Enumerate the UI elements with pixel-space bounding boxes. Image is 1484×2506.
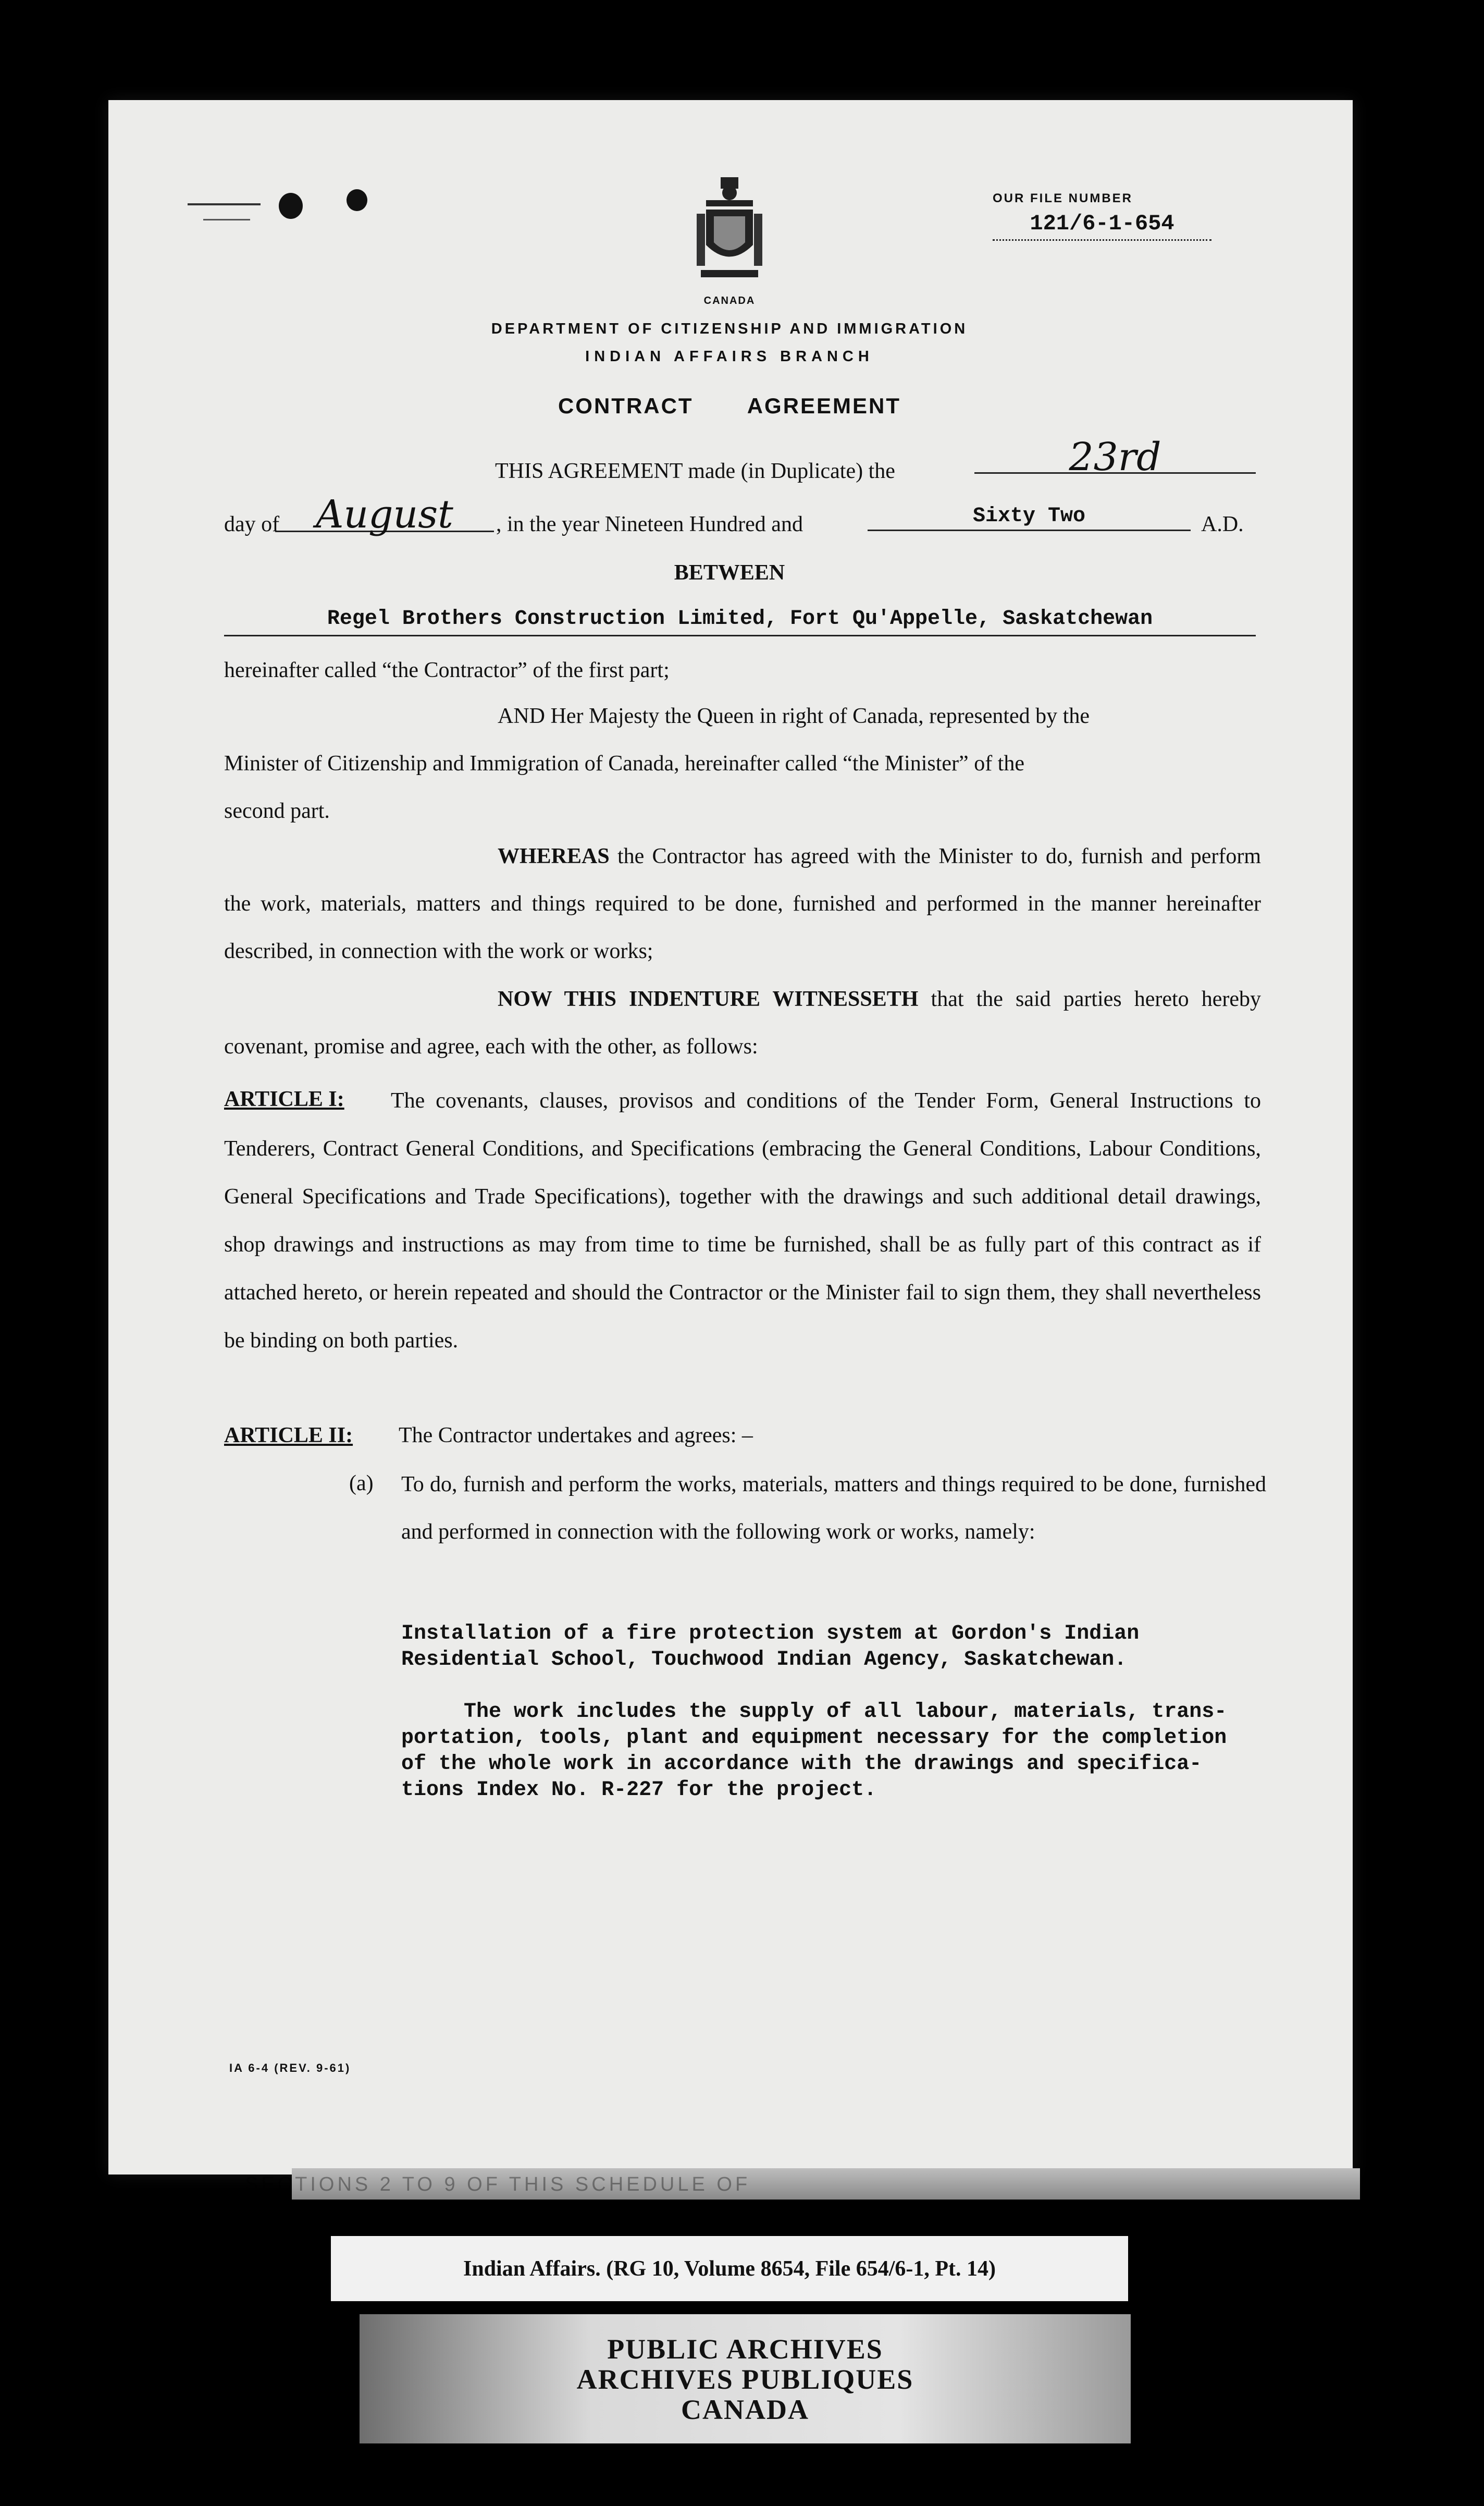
clause-a-text: To do, furnish and perform the works, materials, matters and things required to be done, furnished and performed in connection with the following work or works, namely: [401,1472,1266,1544]
article-1-text [224,1077,1261,1365]
agreement-year: Sixty Two [868,505,1191,531]
agreement-intro: THIS AGREEMENT made (in Duplicate) the [495,459,895,483]
day-of-label: day of [224,512,280,536]
document-title: CONTRACT AGREEMENT [558,394,901,418]
agreement-day: 23rd [974,438,1256,474]
whereas-paragraph [224,833,1261,975]
year-text: , in the year Nineteen Hundred and [496,512,803,536]
stamp-line-1: PUBLIC ARCHIVES [607,2333,883,2365]
clause-a-mark: (a) [349,1471,374,1495]
indenture-text: that the said parties hereto hereby covenant, promise and agree, each with the other, as follows: [224,987,1261,1059]
form-code: IA 6-4 (REV. 9-61) [229,2061,351,2074]
between-heading: BETWEEN [674,561,785,585]
file-number-label: OUR FILE NUMBER [993,191,1133,205]
article-2-label: ARTICLE II: [224,1423,353,1447]
first-part-clause: hereinafter called “the Contractor” of the first part; [224,658,670,682]
bleed-through-text: SECTIONS 2 TO 9 OF THIS SCHEDULE OF [245,2173,751,2192]
archive-reference-label: Indian Affairs. (RG 10, Volume 8654, File 654/6-1, Pt. 14) [331,2236,1128,2301]
canada-coat-of-arms-icon [696,177,763,284]
work-scope: The work includes the supply of all labour, materials, trans- portation, tools, plant and equipment necessary for the completion of the whole work in accordance with the drawings and specifica- tions Index No. R-227 for the project. [401,1700,1227,1802]
article-1-label: ARTICLE I: [224,1087,344,1111]
contractor-name: Regel Brothers Construction Limited, Fort Qu'Appelle, Saskatchewan [224,607,1256,636]
archives-stamp [360,2314,1131,2443]
indenture-lead: NOW THIS INDENTURE WITNESSETH [498,987,919,1011]
agreement-month: August [275,495,494,532]
stamp-line-2: ARCHIVES PUBLIQUES [576,2364,914,2395]
second-party-line-3: second part. [224,799,330,823]
whereas-lead: WHEREAS [498,844,610,868]
whereas-text: the Contractor has agreed with the Minister to do, furnish and perform the work, materials, matters and things required to be done, furnished and performed in the manner hereinafter described, in connection with the work or works; [224,844,1261,963]
second-party-line-2: Minister of Citizenship and Immigration of Canada, hereinafter called “the Minister” of the [224,752,1024,776]
indenture-paragraph [224,976,1261,1071]
crest-caption: CANADA [703,295,756,306]
article-2-intro: The Contractor undertakes and agrees: – [399,1423,753,1447]
branch-heading: INDIAN AFFAIRS BRANCH [585,348,874,365]
stamp-line-3: CANADA [681,2394,809,2425]
second-party-line-1: AND Her Majesty the Queen in right of Canada, represented by the [498,704,1090,728]
file-number: 121/6-1-654 [993,211,1211,241]
ad-label: A.D. [1201,512,1244,536]
article-1-body: The covenants, clauses, provisos and conditions of the Tender Form, General Instructions to Tenderers, Contract General Conditions, and Specifications (embracing the General Conditions, Labour Conditions, General Specifications and Trade Specifications), together with the drawings and such additional detail drawings, shop drawings and instructions as may from time to time be furnished, shall be as fully part of this contract as if attached hereto, or herein repeated and should the Contractor or the Minister fail to sign them, they shall nevertheless be binding on both parties. [224,1089,1261,1353]
department-heading: DEPARTMENT OF CITIZENSHIP AND IMMIGRATION [491,321,968,337]
work-description: Installation of a fire protection system at Gordon's Indian Residential School, Touchwood Indian Agency, Saskatchewan. [401,1622,1140,1672]
